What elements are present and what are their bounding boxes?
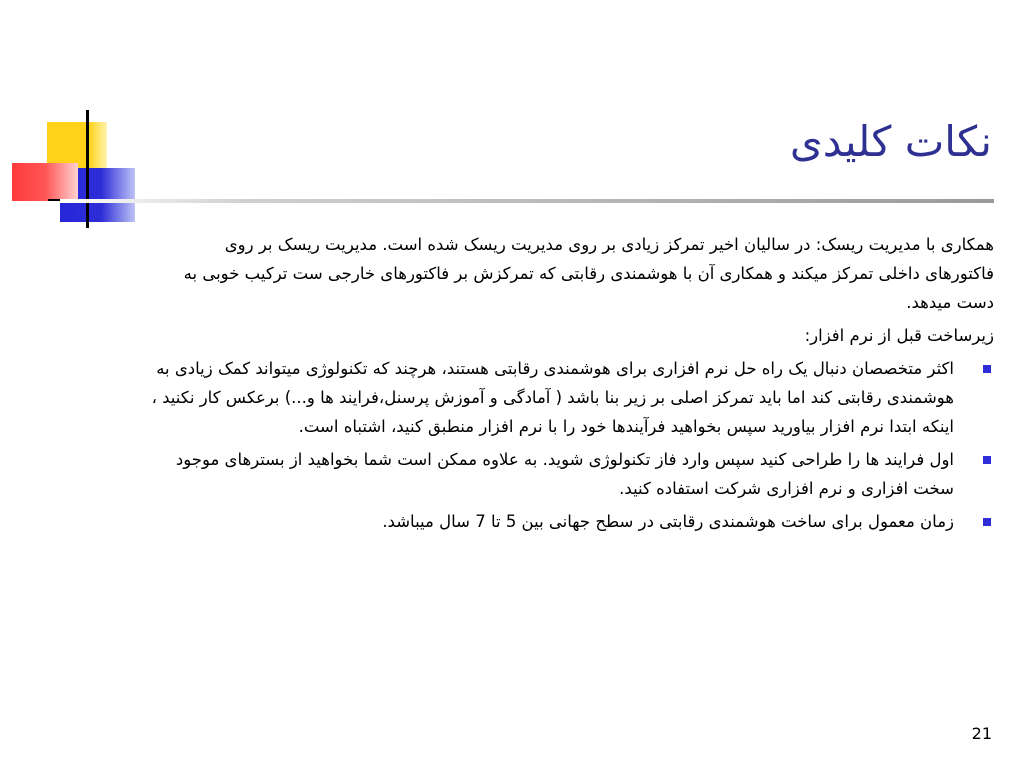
bullet-item: [150, 445, 994, 503]
bullet-list: [150, 354, 994, 536]
bullet-item: [150, 507, 994, 536]
bullet-text: زمان معمول برای ساخت هوشمندی رقابتی در سطح جهانی بین 5 تا 7 سال میباشد.: [382, 512, 954, 531]
intro-paragraph: همکاری با مدیریت ریسک: در سالیان اخیر تمرکز زیادی بر روی مدیریت ریسک شده است. مدیریت ریسک بر روی فاکتورهای داخلی تمرکز میکند و همکاری آن با هوشمندی رقابتی که تمرکزش بر فاکتورهای خارجی ست ترکیب خوبی به دست میدهد.: [183, 235, 994, 312]
bullet-text: اکثر متخصصان دنبال یک راه حل نرم افزاری برای هوشمندی رقابتی هستند، هرچند که تکنولوژی میتواند کمک زیادی به هوشمندی رقابتی کند اما باید تمرکز اصلی بر زیر بنا باشد ( آمادگی و آموزش پرسنل،فرایند ها و...) برعکس کار نکنید ، اینکه ابتدا نرم افزار بیاورید سپس بخواهید فرآیندها خود را با نرم افزار منطبق کنید، اشتباه است.: [151, 359, 954, 436]
slide-body: [150, 230, 994, 540]
slide-title: نکات کلیدی: [789, 117, 992, 166]
logo-vertical-line: [86, 110, 89, 228]
square-bullet-icon: [983, 365, 991, 373]
title-divider: [60, 199, 994, 203]
square-bullet-icon: [983, 456, 991, 464]
bullet-text: اول فرایند ها را طراحی کنید سپس وارد فاز تکنولوژی شوید. به علاوه ممکن است شما بخواهید از بسترهای موجود سخت افزاری و نرم افزاری شرکت استفاده کنید.: [175, 450, 954, 498]
bullet-item: [150, 354, 994, 441]
slide-logo-decoration: [0, 0, 160, 240]
slide-number: 21: [971, 724, 992, 743]
subheading: زیرساخت قبل از نرم افزار:: [804, 326, 994, 345]
square-bullet-icon: [983, 518, 991, 526]
logo-red-square: [12, 163, 78, 201]
